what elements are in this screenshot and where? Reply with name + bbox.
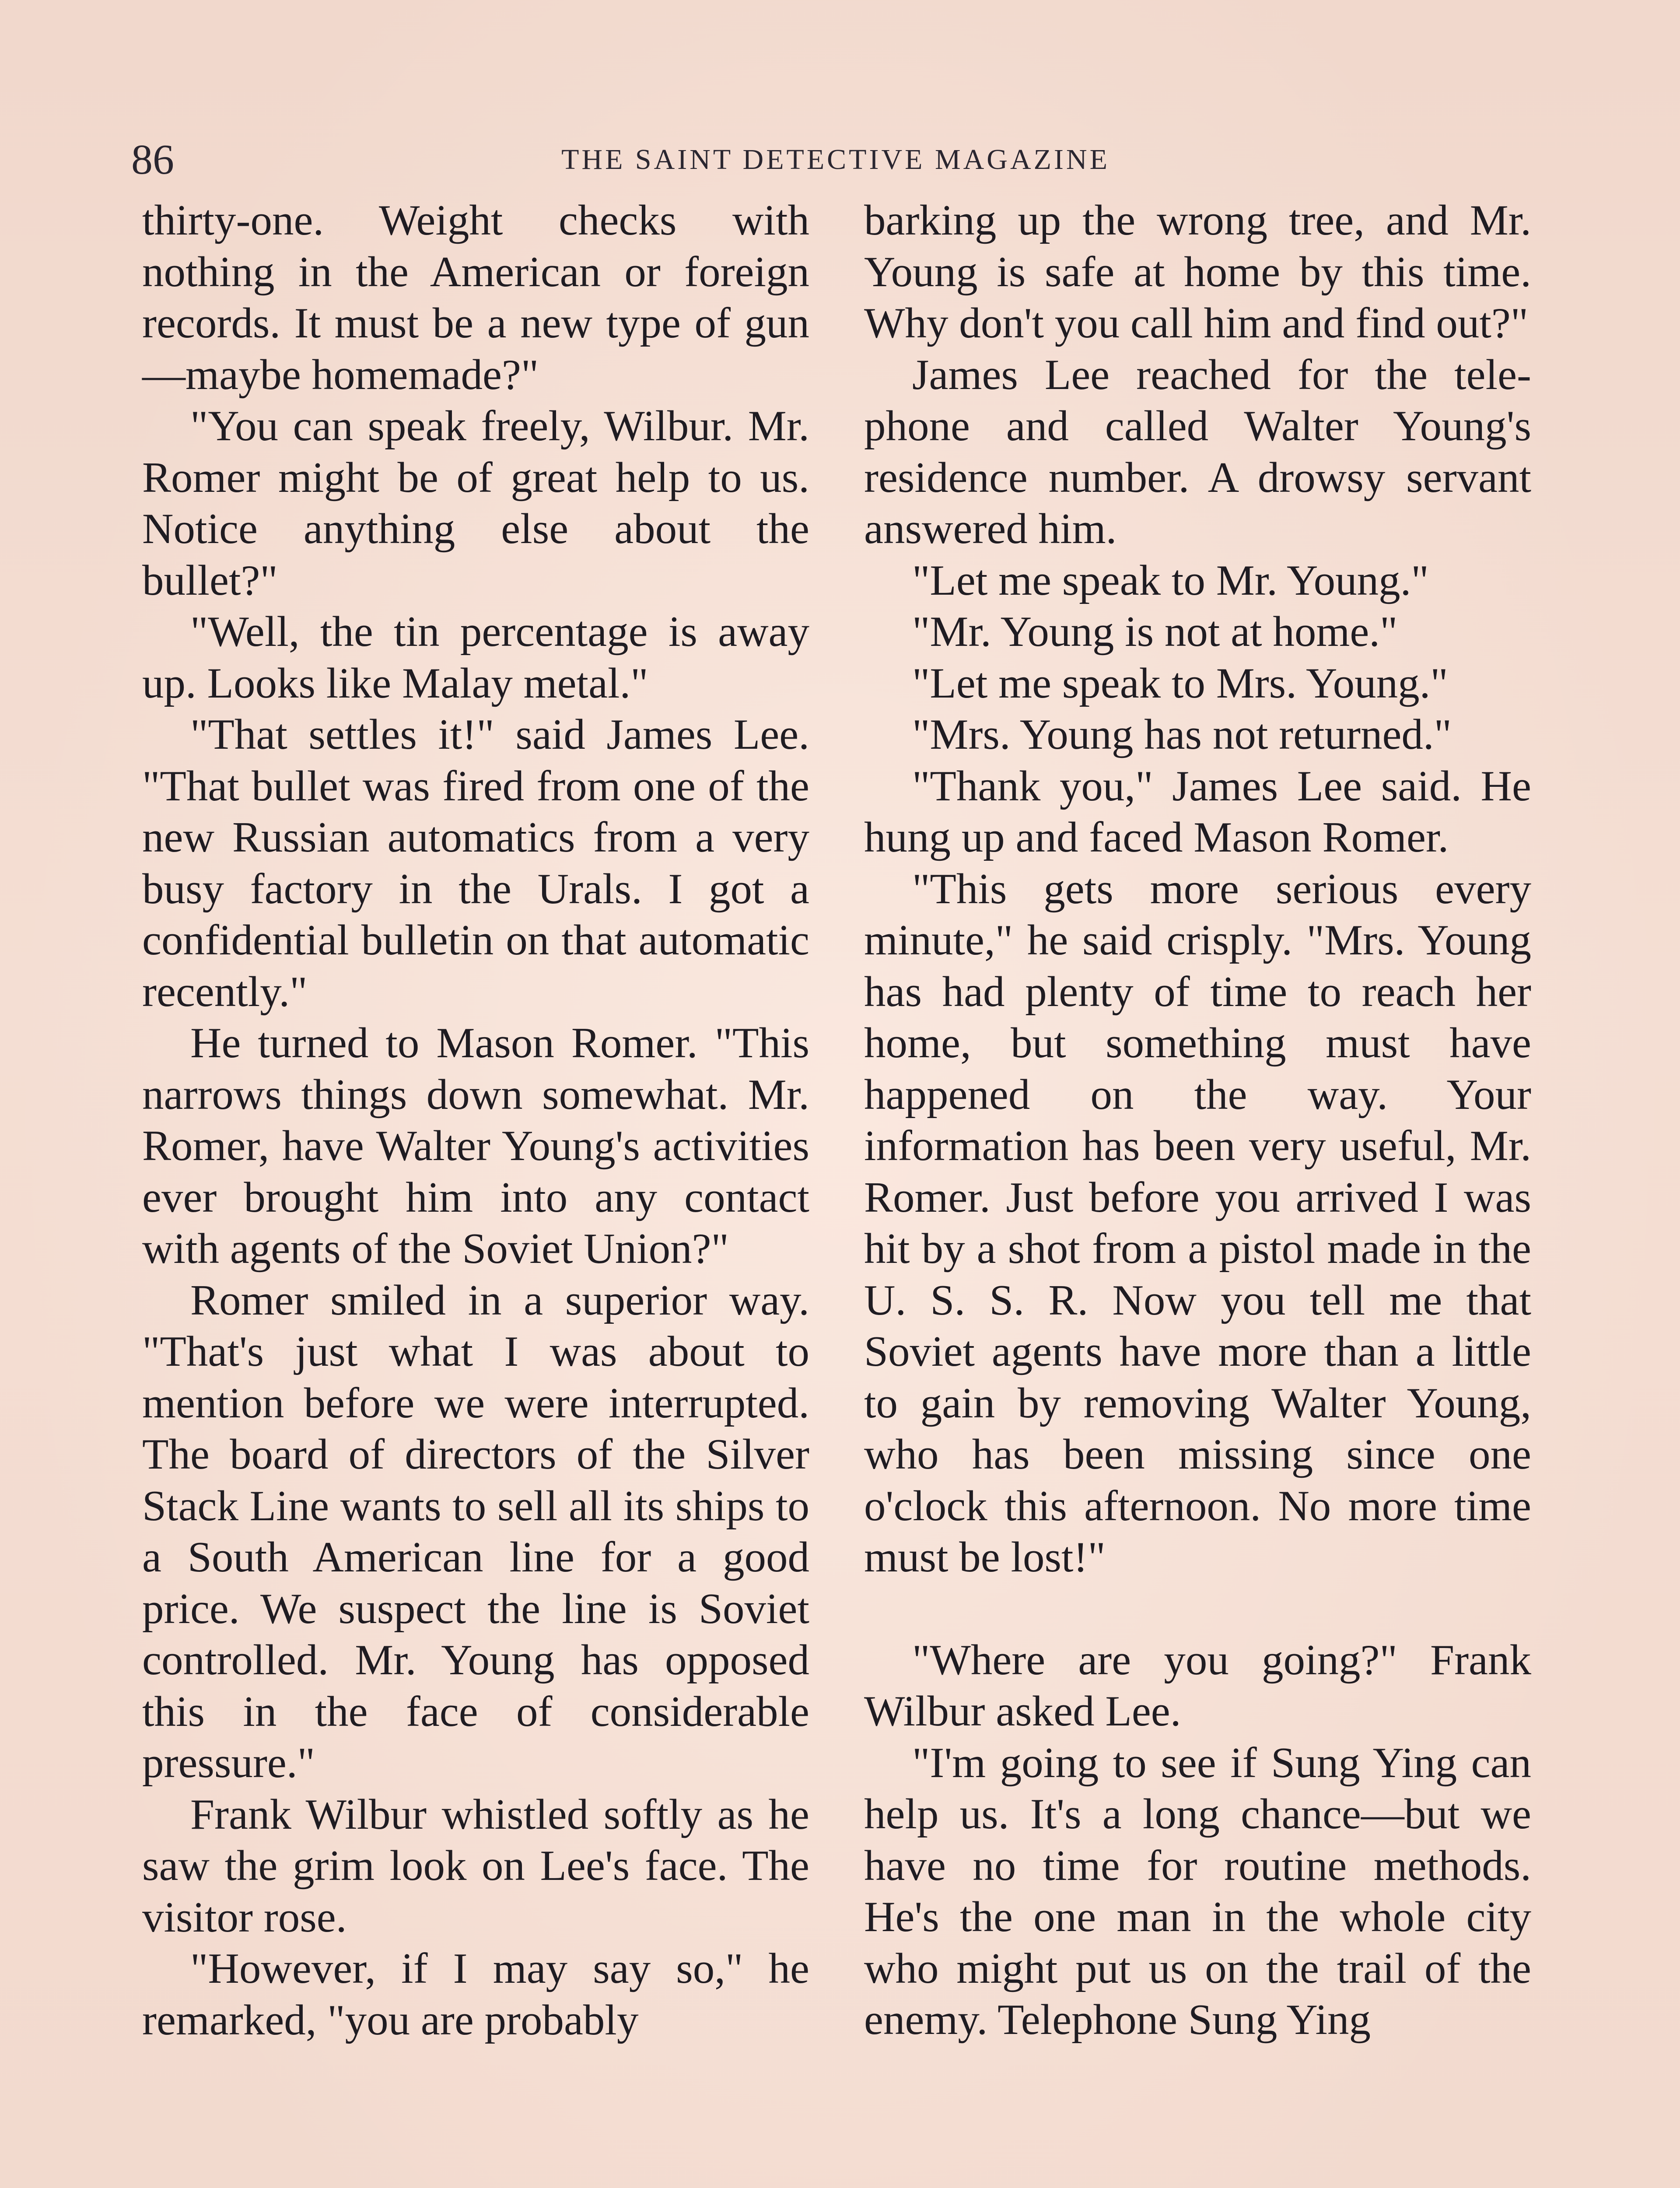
- page-header: [131, 131, 1540, 188]
- paragraph: "Thank you," James Lee said. He hung up and faced Mason Romer.: [864, 762, 1531, 861]
- paragraph: thirty-one. Weight checks with nothing in the American or foreign records. It must be a new type of gun—maybe homemade?": [142, 196, 809, 399]
- paragraph: "Let me speak to Mrs. Young.": [912, 659, 1448, 707]
- paragraph: Romer smiled in a superior way. "That's just what I was about to mention before we were interrupted. The board of directors of the Silver Stack Line wants to sell all its ships to a South American line for a good price. We suspect the line is Soviet controlled. Mr. Young has opposed this in the face of considerable pressure.": [142, 1276, 809, 1787]
- paragraph: "Let me speak to Mr. Young.": [912, 556, 1429, 604]
- paragraph: "I'm going to see if Sung Ying can help us. It's a long chance—but we have no time for routine methods. He's the one man in the whole city who might put us on the trail of the enemy. Telephone Sung Ying: [864, 1739, 1531, 2044]
- paragraph: "Where are you going?" Frank Wilbur asked Lee.: [864, 1636, 1531, 1735]
- left-column: [142, 195, 809, 2046]
- paragraph: "However, if I may say so," he remarked, "you are probably: [142, 1945, 809, 2044]
- page-number: 86: [131, 136, 174, 183]
- paragraph: Frank Wilbur whistled softly as he saw the grim look on Lee's face. The visitor rose.: [142, 1790, 809, 1941]
- paragraph: James Lee reached for the telephone and called Walter Young's residence number. A drowsy servant answered him.: [864, 351, 1531, 553]
- paragraph: He turned to Mason Romer. "This narrows things down somewhat. Mr. Romer, have Walter Young's activities ever brought him into any contact with agents of the Soviet Union?": [142, 1019, 809, 1273]
- paragraph: "Mr. Young is not at home.": [912, 608, 1398, 656]
- paragraph: "This gets more serious every minute," he said crisply. "Mrs. Young has had plenty of time to reach her home, but something must have happened on the way. Your information has been very useful, Mr. Romer. Just before you arrived I was hit by a shot from a pistol made in the U. S. S. R. Now you tell me that Soviet agents have more than a little to gain by removing Walter Young, who has been missing since one o'clock this afternoon. No more time must be lost!": [864, 865, 1531, 1581]
- paragraph: "Well, the tin percentage is away up. Looks like Malay metal.": [142, 608, 809, 707]
- running-title: THE SAINT DETECTIVE MAGAZINE: [561, 144, 1110, 175]
- paragraph: "That settles it!" said James Lee. "That bullet was fired from one of the new Russian automatics from a very busy factory in the Urals. I got a confidential bulletin on that automatic recently.": [142, 711, 809, 1016]
- paragraph: barking up the wrong tree, and Mr. Young is safe at home by this time. Why don't you call him and find out?": [864, 196, 1531, 347]
- paragraph: "Mrs. Young has not returned.": [912, 711, 1452, 758]
- right-column: [864, 195, 1531, 2046]
- paragraph: "You can speak freely, Wilbur. Mr. Romer might be of great help to us. Notice anything else about the bullet?": [142, 402, 809, 604]
